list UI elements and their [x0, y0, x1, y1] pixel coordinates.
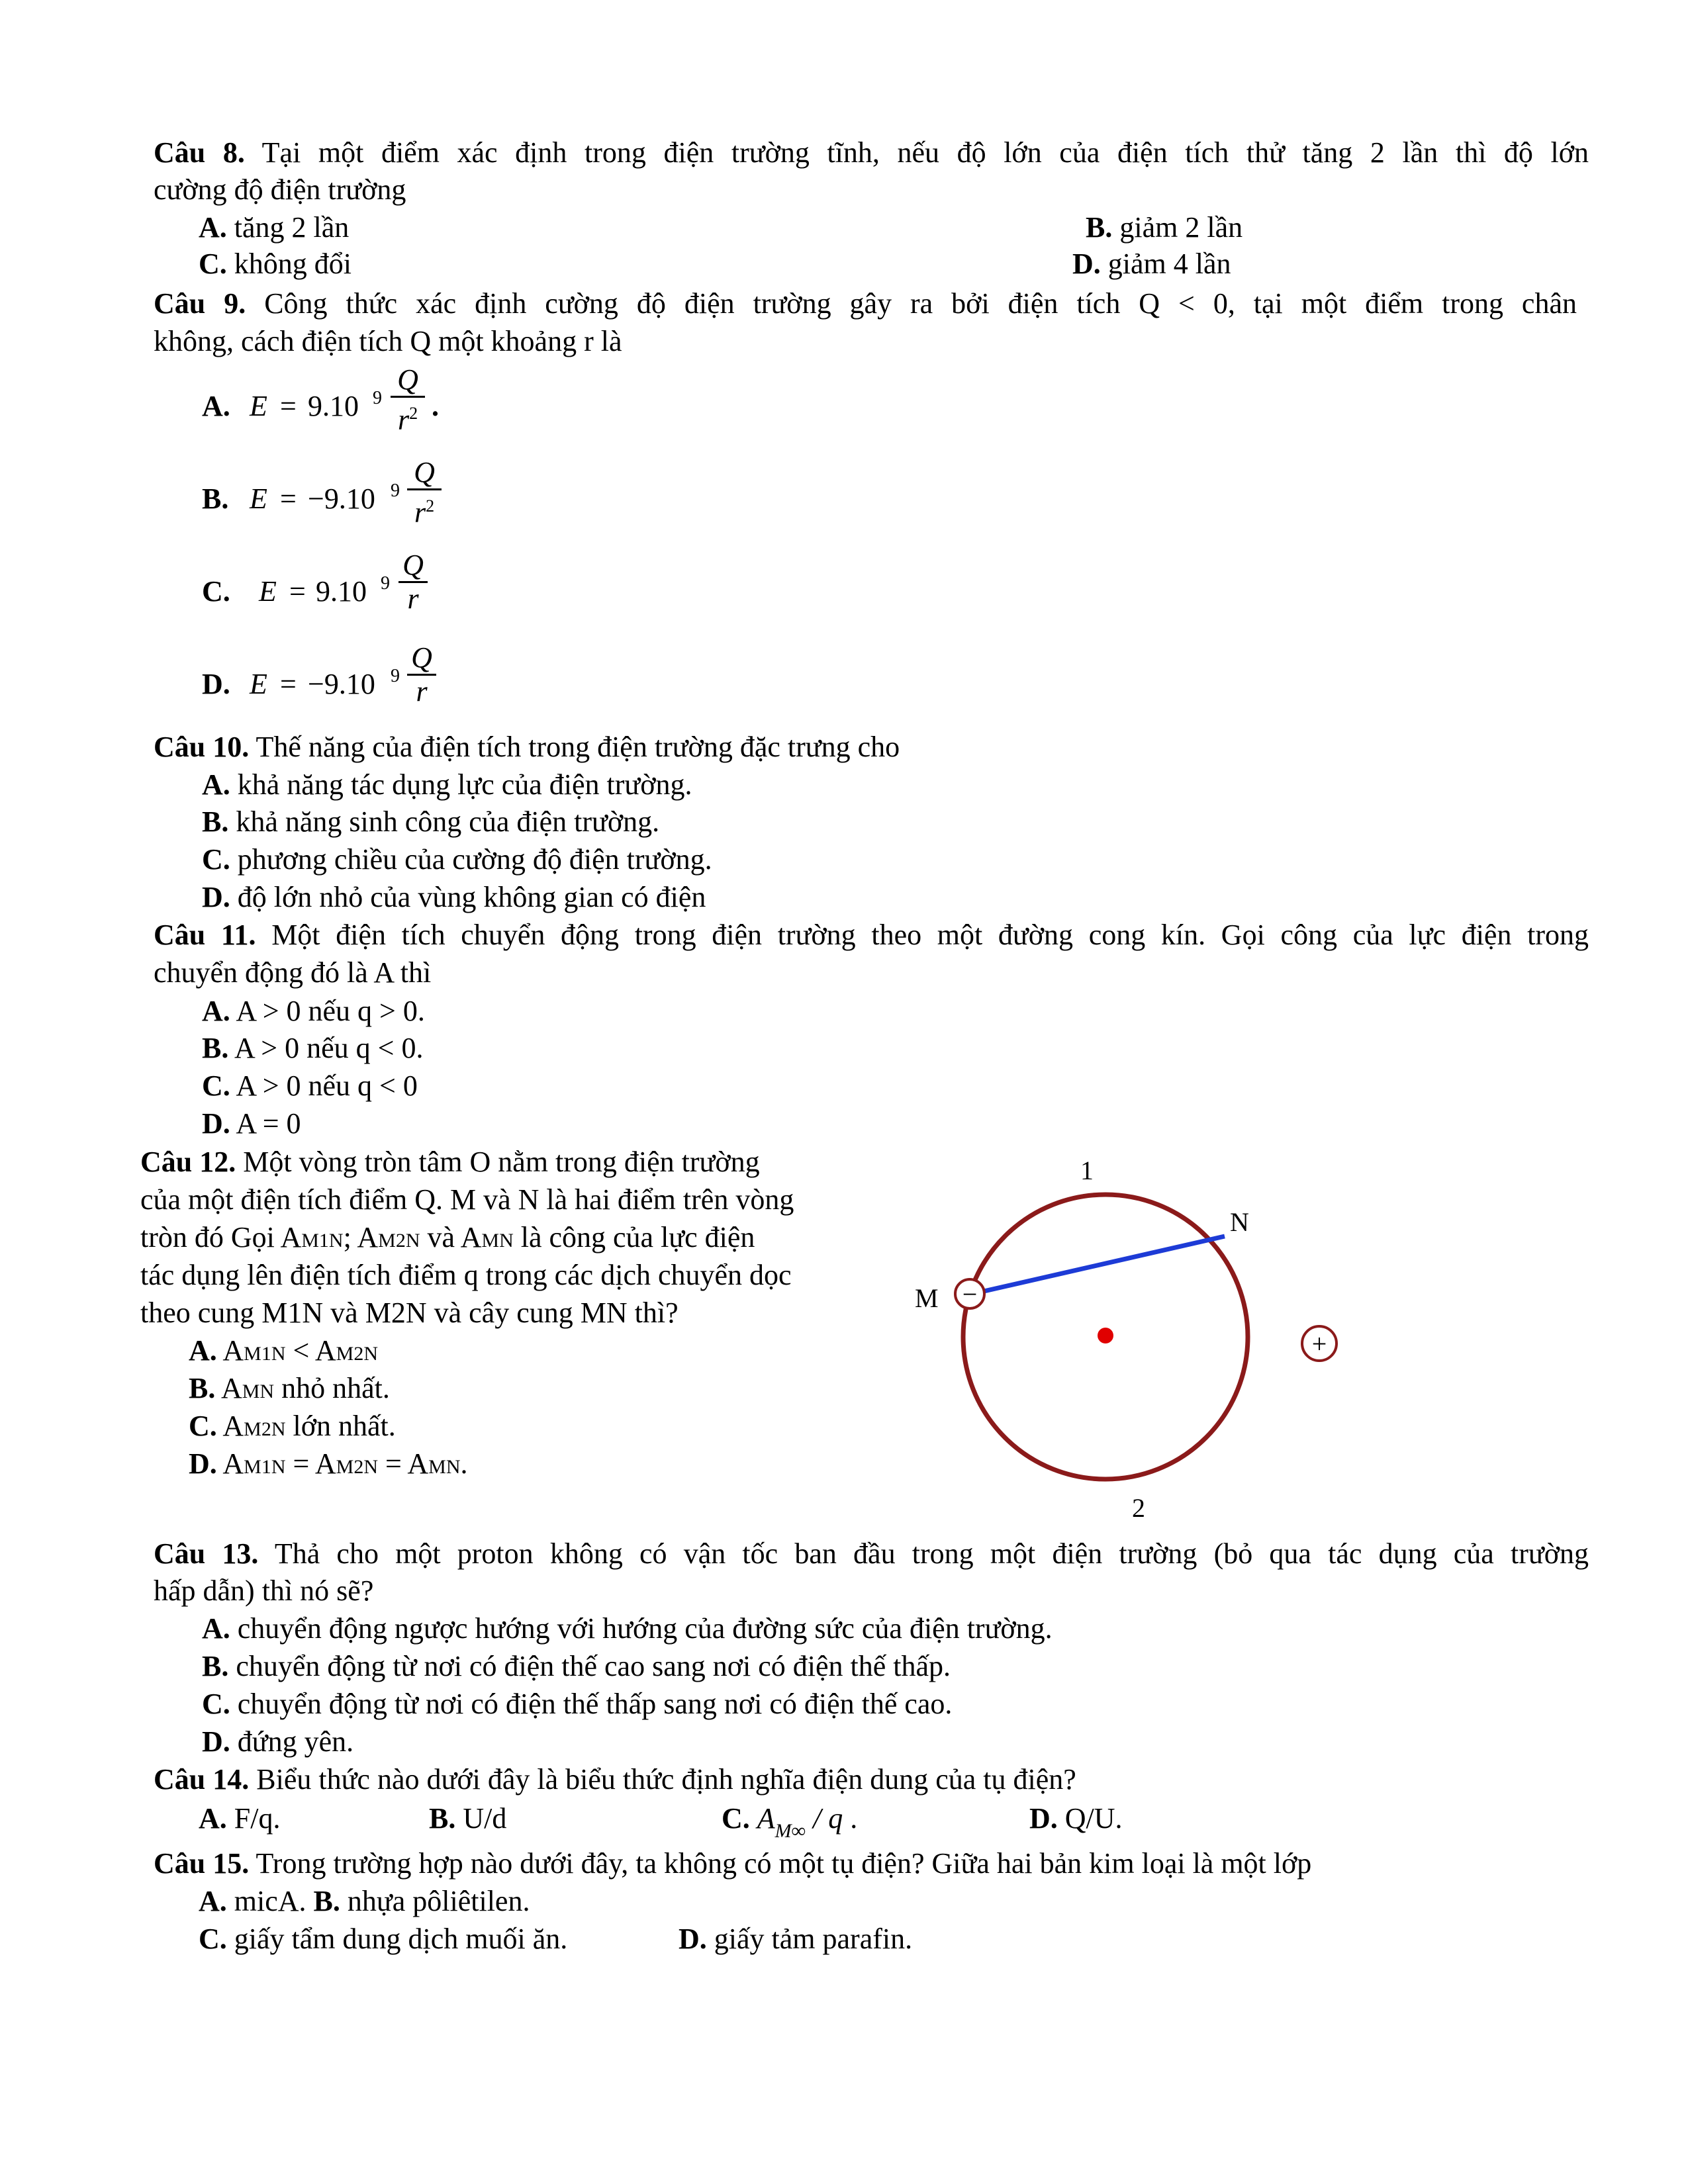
q8-label: Câu 8. [154, 136, 245, 169]
q8-option-b: B. giảm 2 lần [1086, 211, 1243, 244]
q9-stem-line1: Câu 9. Công thức xác định cường độ điện trường gây ra bởi điện tích Q < 0, tại một điểm trong chân [154, 287, 1577, 320]
q13-option-b: B. chuyển động từ nơi có điện thế cao sang nơi có điện thế thấp. [202, 1650, 951, 1682]
q11-option-b: B. A > 0 nếu q < 0. [202, 1032, 424, 1064]
q11-stem-line1: Câu 11. Một điện tích chuyển động trong điện trường theo một đường cong kín. Gọi công của lực điện trong [154, 919, 1589, 951]
q13-option-d: D. đứng yên. [202, 1725, 354, 1758]
chord-mn [981, 1236, 1225, 1292]
label-point-m: M [915, 1283, 939, 1313]
q8-text1: Tại một điểm xác định trong điện trường tĩnh, nếu độ lớn của điện tích thử tăng 2 lần thì độ lớn [261, 136, 1589, 169]
label-point-1: 1 [1080, 1156, 1094, 1185]
q12-option-c: C. AM2N lớn nhất. [189, 1410, 396, 1442]
q10-option-c: C. phương chiều của cường độ điện trường. [202, 843, 712, 876]
q13-stem-line2: hấp dẫn) thì nó sẽ? [154, 1574, 374, 1607]
q11-option-a: A. A > 0 nếu q > 0. [202, 995, 425, 1027]
q9-stem-line2: không, cách điện tích Q một khoảng r là [154, 325, 622, 357]
q10-option-b: B. khả năng sinh công của điện trường. [202, 805, 660, 838]
q9-option-d: D. E = −9.10 9 Q r [202, 642, 467, 735]
q14-stem: Câu 14. Biểu thức nào dưới đây là biểu thức định nghĩa điện dung của tụ điện? [154, 1763, 1076, 1796]
q8-stem-line2: cường độ điện trường [154, 173, 406, 206]
q8-option-c: C. không đổi [199, 248, 352, 280]
label-point-n: N [1230, 1207, 1249, 1237]
q11-option-d: D. A = 0 [202, 1107, 301, 1140]
q12-option-b: B. AMN nhỏ nhất. [189, 1372, 390, 1404]
q13-option-a: A. chuyển động ngược hướng với hướng của đường sức của điện trường. [202, 1612, 1053, 1645]
q9-option-b: B. E = −9.10 9 Q $r^2$ [202, 457, 467, 549]
q9-option-c: C. E = 9.10 9 Q r [202, 549, 467, 642]
q8-stem-line1 [154, 136, 1589, 170]
q9-option-a: A. E = 9.10 9 Q $r^2$ . [202, 363, 439, 436]
q14-option-b: B. U/d [429, 1802, 507, 1835]
q11-option-c: C. A > 0 nếu q < 0 [202, 1069, 418, 1102]
q12-stem-line3: tròn đó Gọi AM1N; AM2N và AMN là công của lực điện [140, 1221, 755, 1253]
q12-stem-line2: của một điện tích điểm Q. M và N là hai điểm trên vòng [140, 1183, 794, 1216]
center-point-o [1098, 1328, 1113, 1343]
q12-option-a: A. AM1N < AM2N [189, 1334, 378, 1367]
q10-stem: Câu 10. Thế năng của điện tích trong điện trường đặc trưng cho [154, 731, 900, 763]
q8-option-a: A. tăng 2 lần [199, 211, 350, 244]
q12-circle-figure [887, 1138, 1383, 1549]
plus-sign: + [1311, 1329, 1327, 1359]
minus-sign: − [962, 1279, 978, 1309]
q15-option-d: D. giấy tảm parafin. [679, 1923, 913, 1955]
q11-stem-line2: chuyển động đó là A thì [154, 956, 432, 989]
q14-option-a: A. F/q. [199, 1802, 281, 1835]
q15-option-c: C. giấy tẩm dung dịch muối ăn. [199, 1923, 568, 1955]
q14-option-c: C. $A_{M\infty}$ / q . [722, 1802, 858, 1842]
q14-option-d: D. Q/U. [1029, 1802, 1123, 1835]
q15-stem: Câu 15. Trong trường hợp nào dưới đây, ta không có một tụ điện? Giữa hai bản kim loại là một lớp [154, 1847, 1312, 1880]
q12-option-d: D. AM1N = AM2N = AMN. [189, 1447, 468, 1480]
q12-stem-line5: theo cung M1N và M2N và cây cung MN thì? [140, 1297, 679, 1329]
q12-stem-line4: tác dụng lên điện tích điểm q trong các dịch chuyển dọc [140, 1259, 792, 1291]
q13-option-c: C. chuyển động từ nơi có điện thế thấp sang nơi có điện thế cao. [202, 1688, 953, 1720]
q10-option-a: A. khả năng tác dụng lực của điện trường. [202, 768, 692, 801]
q10-option-d: D. độ lớn nhỏ của vùng không gian có điện [202, 881, 706, 913]
q15-option-ab: A. micA. B. nhựa pôliêtilen. [199, 1885, 530, 1917]
q13-stem-line1: Câu 13. Thả cho một proton không có vận tốc ban đầu trong một điện trường (bỏ qua tác dụng của trường [154, 1537, 1589, 1570]
q8-option-d: D. giảm 4 lần [1072, 248, 1231, 280]
label-point-2: 2 [1132, 1493, 1145, 1523]
q12-stem-line1: Câu 12. Một vòng tròn tâm O nằm trong điện trường [140, 1146, 760, 1178]
